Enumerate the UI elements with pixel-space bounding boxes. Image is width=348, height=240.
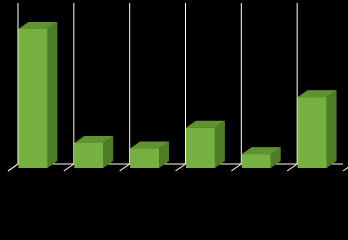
grid-floor-divider (8, 164, 18, 171)
grid-floor-divider (64, 164, 74, 171)
bar (242, 147, 281, 168)
bar-front (74, 143, 103, 168)
bar-front (186, 128, 215, 168)
bar (298, 90, 337, 168)
grid-floor-divider (343, 164, 348, 171)
grid-floor-divider (176, 164, 186, 171)
bar-front (18, 29, 47, 168)
grid-layer (8, 3, 348, 171)
bar-front (130, 149, 159, 168)
bar (74, 136, 113, 168)
bar-side (215, 121, 225, 168)
grid-floor-divider (287, 164, 297, 171)
bar (18, 22, 57, 168)
bar-side (327, 90, 337, 168)
bar (130, 142, 169, 168)
bar-front (242, 154, 271, 168)
bar (186, 121, 225, 168)
bar-side (47, 22, 57, 168)
bar-front (298, 97, 327, 168)
grid-floor-divider (231, 164, 241, 171)
grid-floor-divider (120, 164, 130, 171)
bars-layer (18, 22, 336, 168)
